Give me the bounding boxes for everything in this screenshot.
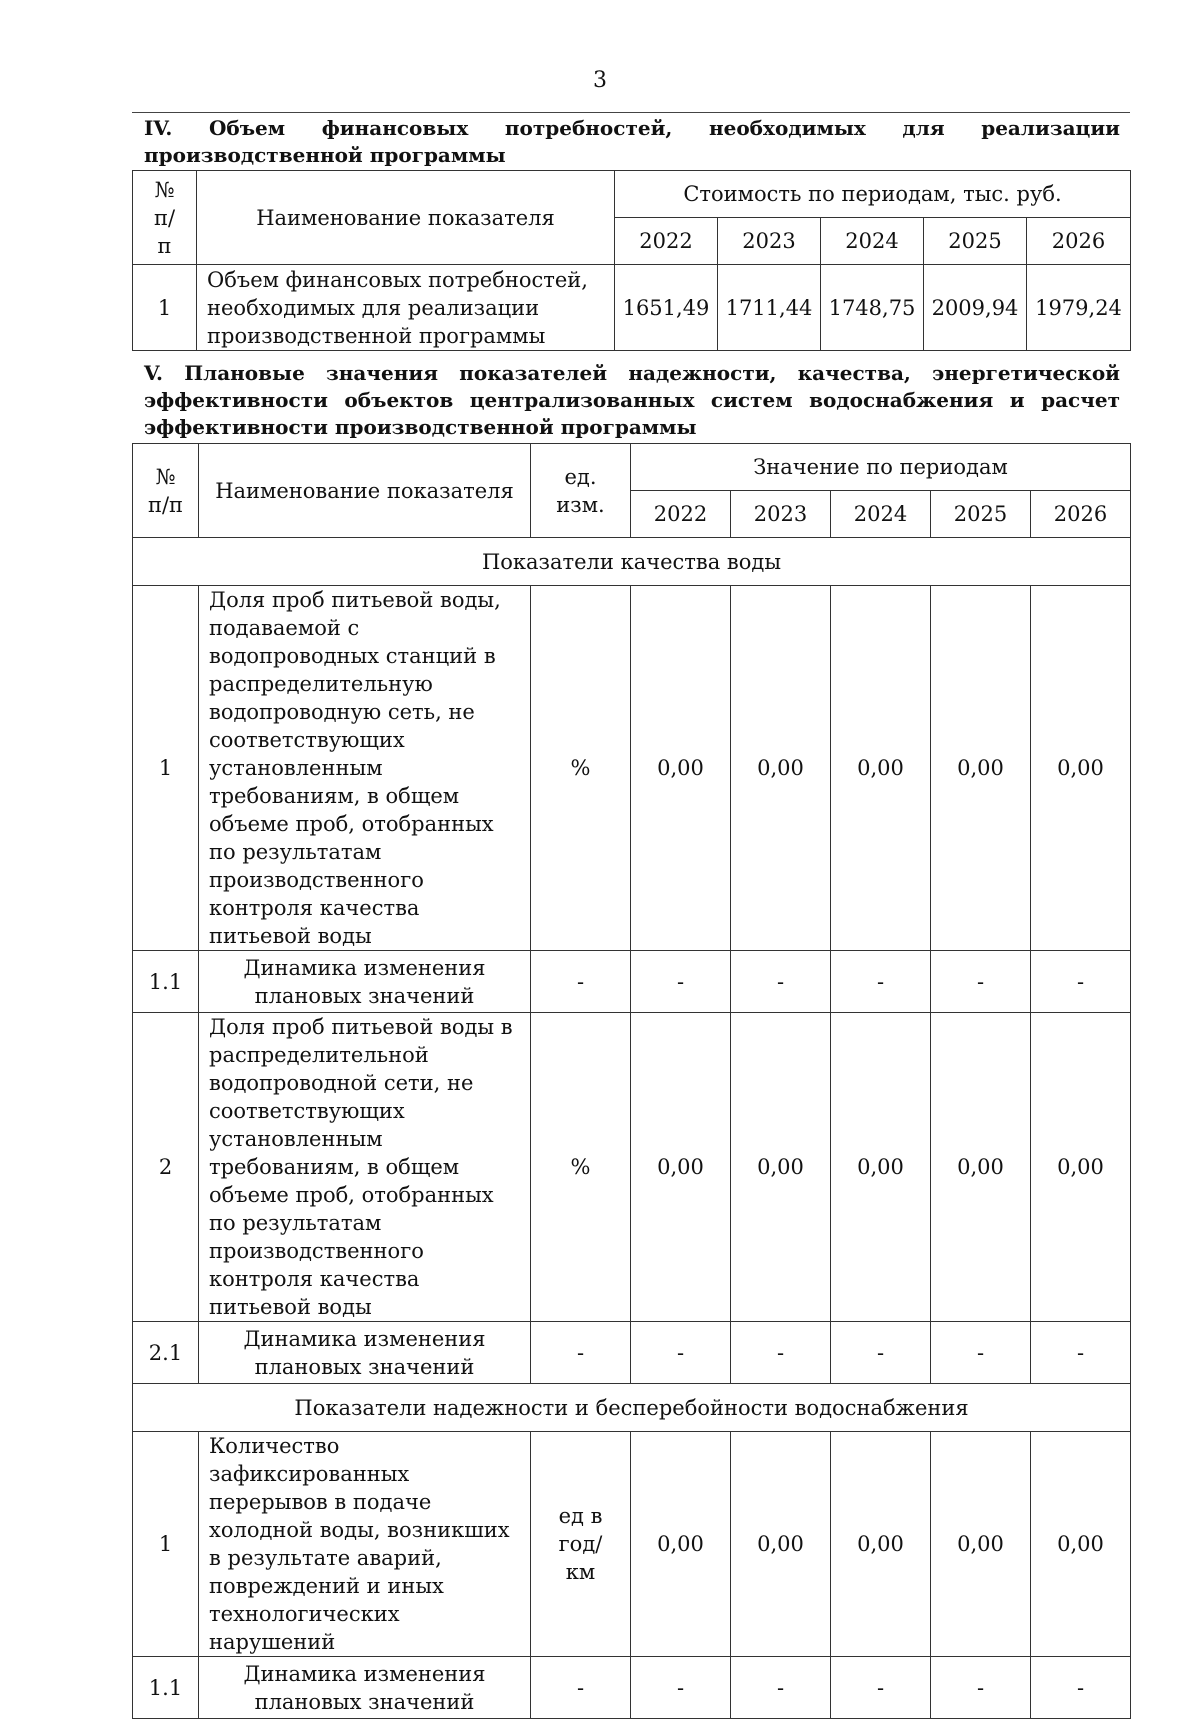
value-cell: - — [1031, 1322, 1131, 1384]
value-cell: 0,00 — [631, 586, 731, 951]
row-name: Динамика изменения плановых значений — [199, 951, 531, 1013]
row-unit: % — [531, 1013, 631, 1322]
value-cell: 0,00 — [931, 586, 1031, 951]
year-header: 2024 — [831, 491, 931, 538]
value-cell: - — [931, 1657, 1031, 1719]
row-unit: - — [531, 1322, 631, 1384]
year-header: 2025 — [924, 218, 1027, 265]
value-cell: - — [731, 951, 831, 1013]
value-cell: - — [931, 951, 1031, 1013]
group-title: Показатели качества воды — [133, 538, 1131, 586]
value-cell: - — [1031, 951, 1131, 1013]
value-cell: 0,00 — [831, 586, 931, 951]
value-cell: 0,00 — [631, 1432, 731, 1657]
value-cell: 1748,75 — [821, 265, 924, 351]
year-header: 2023 — [731, 491, 831, 538]
header-num: № п/п — [133, 444, 199, 538]
value-cell: - — [831, 951, 931, 1013]
row-num: 1.1 — [133, 1657, 199, 1719]
value-cell: 0,00 — [931, 1432, 1031, 1657]
header-rule — [132, 112, 1130, 113]
row-name: Доля проб питьевой воды, подаваемой с водопроводных станций в распределительную водопроводную сеть, не соответствующих установленным требованиям, в общем объеме проб, отобранных по результатам производственного контроля качества питьевой воды — [199, 586, 531, 951]
year-header: 2022 — [615, 218, 718, 265]
value-cell: 0,00 — [1031, 586, 1131, 951]
section-5-heading: V. Плановые значения показателей надежности, качества, энергетической эффективности объектов централизованных систем водоснабжения и расчет эффективности производственной программы — [144, 361, 1120, 439]
value-cell: 0,00 — [931, 1013, 1031, 1322]
header-cost: Стоимость по периодам, тыс. руб. — [615, 171, 1131, 218]
year-header: 2024 — [821, 218, 924, 265]
row-name: Объем финансовых потребностей, необходимых для реализации производственной программы — [197, 265, 615, 351]
value-cell: - — [731, 1322, 831, 1384]
header-num: № п/п — [133, 171, 197, 265]
value-cell: - — [731, 1657, 831, 1719]
row-name: Динамика изменения плановых значений — [199, 1322, 531, 1384]
value-cell: - — [831, 1322, 931, 1384]
row-unit: - — [531, 951, 631, 1013]
table-row — [133, 951, 1131, 1013]
table-row — [133, 1322, 1131, 1384]
value-cell: 0,00 — [731, 1013, 831, 1322]
row-num: 1.1 — [133, 951, 199, 1013]
table-row — [133, 586, 1131, 951]
value-cell: - — [1031, 1657, 1131, 1719]
value-cell: 0,00 — [731, 1432, 831, 1657]
table-row — [133, 1432, 1131, 1657]
financial-needs-table — [132, 170, 1131, 351]
header-value: Значение по периодам — [631, 444, 1131, 491]
row-unit: % — [531, 586, 631, 951]
row-name: Доля проб питьевой воды в распределительной водопроводной сети, не соответствующих установленным требованиям, в общем объеме проб, отобранных по результатам производственного контроля качества питьевой воды — [199, 1013, 531, 1322]
group-header-row — [133, 538, 1131, 586]
header-name: Наименование показателя — [199, 444, 531, 538]
row-num: 2 — [133, 1013, 199, 1322]
row-name: Количество зафиксированных перерывов в подаче холодной воды, возникших в результате аварий, повреждений и иных технологических нарушений — [199, 1432, 531, 1657]
year-header: 2026 — [1027, 218, 1131, 265]
value-cell: 0,00 — [831, 1013, 931, 1322]
table-row — [133, 1657, 1131, 1719]
value-cell: 0,00 — [1031, 1432, 1131, 1657]
value-cell: 0,00 — [1031, 1013, 1131, 1322]
year-header: 2022 — [631, 491, 731, 538]
table-row — [133, 265, 1131, 351]
group-header-row — [133, 1384, 1131, 1432]
value-cell: 1651,49 — [615, 265, 718, 351]
value-cell: 0,00 — [831, 1432, 931, 1657]
group-title: Показатели надежности и бесперебойности водоснабжения — [133, 1384, 1131, 1432]
header-name: Наименование показателя — [197, 171, 615, 265]
value-cell: - — [631, 1657, 731, 1719]
page-number: 3 — [593, 68, 607, 93]
row-num: 1 — [133, 265, 197, 351]
row-name: Динамика изменения плановых значений — [199, 1657, 531, 1719]
indicators-table — [132, 443, 1131, 1719]
value-cell: 0,00 — [731, 586, 831, 951]
value-cell: 1979,24 — [1027, 265, 1131, 351]
value-cell: 2009,94 — [924, 265, 1027, 351]
row-unit: - — [531, 1657, 631, 1719]
table-row — [133, 1013, 1131, 1322]
section-4-heading: IV. Объем финансовых потребностей, необходимых для реализации производственной программы — [144, 116, 1120, 167]
value-cell: - — [931, 1322, 1031, 1384]
year-header: 2023 — [718, 218, 821, 265]
value-cell: 0,00 — [631, 1013, 731, 1322]
value-cell: - — [631, 951, 731, 1013]
year-header: 2026 — [1031, 491, 1131, 538]
row-num: 2.1 — [133, 1322, 199, 1384]
year-header: 2025 — [931, 491, 1031, 538]
value-cell: 1711,44 — [718, 265, 821, 351]
value-cell: - — [631, 1322, 731, 1384]
row-num: 1 — [133, 586, 199, 951]
row-unit: ед в год/ км — [531, 1432, 631, 1657]
value-cell: - — [831, 1657, 931, 1719]
row-num: 1 — [133, 1432, 199, 1657]
header-unit: ед. изм. — [531, 444, 631, 538]
